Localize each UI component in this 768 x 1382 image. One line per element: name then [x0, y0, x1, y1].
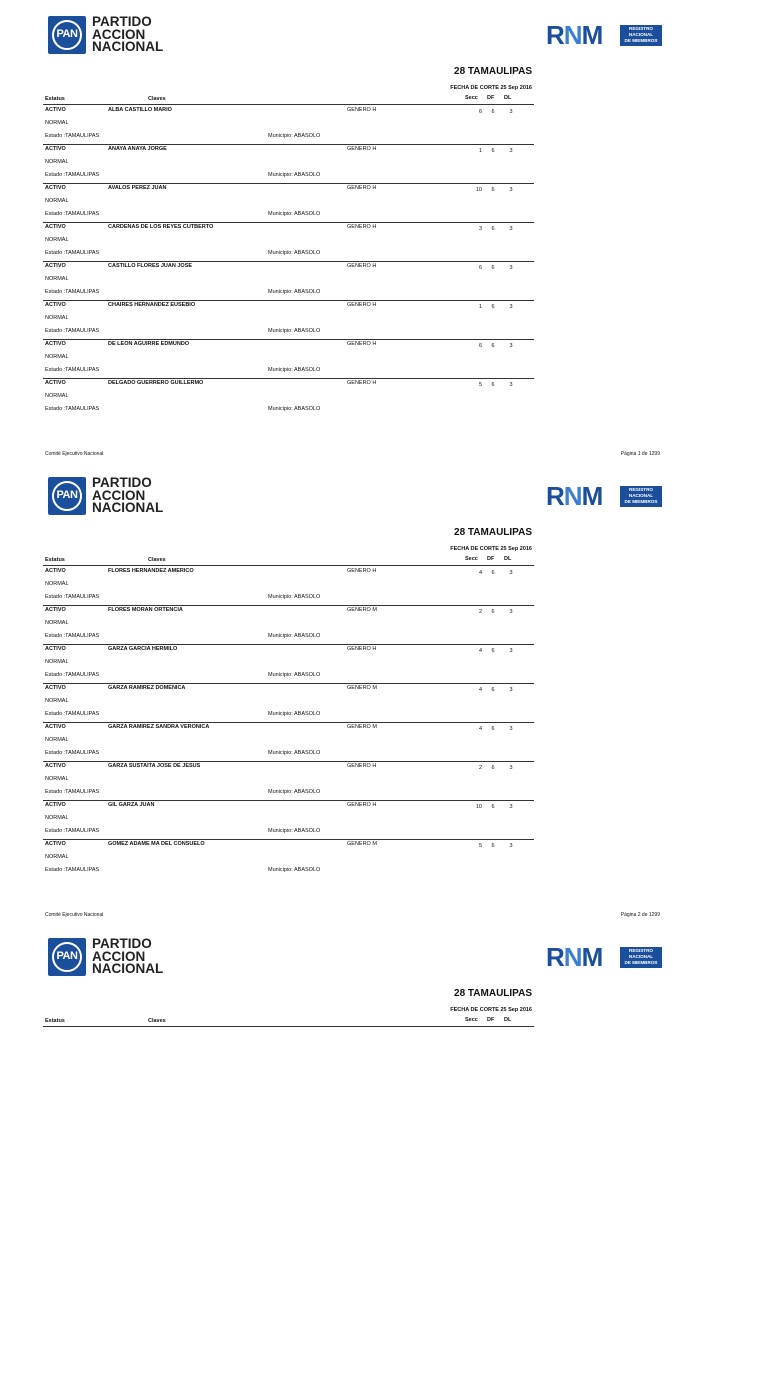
footer-committee: Comité Ejecutivo Nacional — [45, 451, 104, 457]
record-nombre: GIL GARZA JUAN — [108, 802, 155, 808]
record-tipo: NORMAL — [45, 237, 69, 243]
record-tipo: NORMAL — [45, 393, 69, 399]
record-estatus: ACTIVO — [45, 724, 66, 730]
member-record — [0, 722, 768, 761]
record-secc: 5 — [478, 382, 482, 388]
rnm-m: M — [581, 20, 603, 50]
record-nombre: GARZA RAMIREZ SANDRA VERONICA — [108, 724, 210, 730]
rnm-box-line: DE MIEMBROS — [624, 499, 658, 505]
record-estado: Estado :TAMAULIPAS — [45, 289, 100, 295]
record-estado: Estado :TAMAULIPAS — [45, 328, 100, 334]
record-estado: Estado :TAMAULIPAS — [45, 711, 100, 717]
member-record — [0, 261, 768, 300]
record-df: 6 — [491, 609, 495, 615]
record-municipio: Municipio: ABASOLO — [268, 828, 321, 834]
record-municipio: Municipio: ABASOLO — [268, 328, 321, 334]
footer-page-number: Página 1 de 1299 — [620, 451, 660, 457]
rnm-box — [620, 947, 662, 968]
record-dl: 3 — [509, 726, 513, 732]
column-header-secc: Secc — [465, 95, 478, 101]
rnm-box-line: DE MIEMBROS — [624, 38, 658, 44]
record-estado: Estado :TAMAULIPAS — [45, 750, 100, 756]
record-dl: 3 — [509, 804, 513, 810]
column-header-estatus: Estatus — [45, 1018, 65, 1024]
rnm-box-line: REGISTRO — [629, 948, 653, 953]
record-nombre: FLORES HERNANDEZ AMERICO — [108, 568, 194, 574]
record-df: 6 — [491, 304, 495, 310]
pan-word: NACIONAL — [92, 500, 164, 515]
pan-word: ACCION — [92, 487, 146, 503]
state-title: 28 TAMAULIPAS — [454, 988, 532, 999]
record-municipio: Municipio: ABASOLO — [268, 594, 321, 600]
record-genero: GENERO H — [347, 568, 377, 574]
record-dl: 3 — [509, 609, 513, 615]
record-dl: 3 — [509, 343, 513, 349]
record-municipio: Municipio: ABASOLO — [268, 406, 321, 412]
rnm-m: M — [581, 481, 603, 511]
column-header-secc: Secc — [465, 1017, 478, 1023]
pan-wordmark — [92, 16, 163, 54]
pan-word: PARTIDO — [92, 14, 152, 29]
record-estatus: ACTIVO — [45, 185, 66, 191]
member-record — [0, 566, 768, 605]
record-municipio: Municipio: ABASOLO — [268, 633, 321, 639]
record-dl: 3 — [509, 687, 513, 693]
record-dl: 3 — [509, 570, 513, 576]
record-secc: 10 — [475, 187, 482, 193]
footer-page-number: Página 2 de 1299 — [620, 912, 660, 918]
record-estatus: ACTIVO — [45, 146, 66, 152]
pan-wordmark — [92, 938, 163, 976]
record-tipo: NORMAL — [45, 315, 69, 321]
member-record — [0, 144, 768, 183]
record-df: 6 — [491, 109, 495, 115]
pan-word: NACIONAL — [92, 39, 164, 54]
record-tipo: NORMAL — [45, 198, 69, 204]
rnm-box-line: NACIONAL — [628, 954, 654, 960]
record-dl: 3 — [509, 382, 513, 388]
record-df: 6 — [491, 382, 495, 388]
record-tipo: NORMAL — [45, 276, 69, 282]
state-title: 28 TAMAULIPAS — [454, 66, 532, 77]
fecha-corte: FECHA DE CORTE 25 Sep 2016 — [450, 85, 532, 91]
record-secc: 3 — [478, 226, 482, 232]
record-genero: GENERO H — [347, 646, 377, 652]
rnm-box-line: NACIONAL — [628, 32, 654, 38]
record-estado: Estado :TAMAULIPAS — [45, 633, 100, 639]
column-header-dl: DL — [504, 95, 512, 101]
record-estado: Estado :TAMAULIPAS — [45, 789, 100, 795]
record-secc: 2 — [478, 609, 482, 615]
record-genero: GENERO H — [347, 224, 377, 230]
record-secc: 10 — [475, 804, 482, 810]
column-header-df: DF — [487, 1017, 495, 1023]
record-nombre: CARDENAS DE LOS REYES CUTBERTO — [108, 224, 214, 230]
pan-word: NACIONAL — [92, 961, 164, 976]
report-page — [0, 922, 768, 1382]
record-municipio: Municipio: ABASOLO — [268, 172, 321, 178]
record-nombre: GARZA RAMIREZ DOMENICA — [108, 685, 186, 691]
record-estado: Estado :TAMAULIPAS — [45, 211, 100, 217]
column-header-dl: DL — [504, 1017, 512, 1023]
record-estado: Estado :TAMAULIPAS — [45, 133, 100, 139]
record-municipio: Municipio: ABASOLO — [268, 289, 321, 295]
record-nombre: DELGADO GUERRERO GUILLERMO — [108, 380, 204, 386]
rnm-box-line: NACIONAL — [628, 493, 654, 499]
record-dl: 3 — [509, 765, 513, 771]
report-page — [0, 461, 768, 921]
record-tipo: NORMAL — [45, 354, 69, 360]
record-df: 6 — [491, 570, 495, 576]
record-genero: GENERO M — [347, 841, 377, 847]
record-df: 6 — [491, 687, 495, 693]
member-record — [0, 222, 768, 261]
column-header-claves: Claves — [148, 557, 166, 563]
record-estado: Estado :TAMAULIPAS — [45, 172, 100, 178]
record-municipio: Municipio: ABASOLO — [268, 250, 321, 256]
record-secc: 2 — [478, 765, 482, 771]
record-secc: 4 — [478, 570, 482, 576]
record-df: 6 — [491, 765, 495, 771]
rnm-logo — [546, 481, 662, 511]
record-municipio: Municipio: ABASOLO — [268, 750, 321, 756]
rnm-n: N — [563, 481, 582, 511]
record-estatus: ACTIVO — [45, 607, 66, 613]
member-record — [0, 183, 768, 222]
rnm-letters — [546, 22, 602, 48]
record-genero: GENERO M — [347, 724, 377, 730]
member-record — [0, 339, 768, 378]
record-dl: 3 — [509, 304, 513, 310]
pan-wordmark — [92, 477, 163, 515]
fecha-corte: FECHA DE CORTE 25 Sep 2016 — [450, 1007, 532, 1013]
member-record — [0, 644, 768, 683]
rnm-box-line: DE MIEMBROS — [624, 960, 658, 966]
column-header-claves: Claves — [148, 1018, 166, 1024]
member-record — [0, 800, 768, 839]
member-record — [0, 105, 768, 144]
footer-committee: Comité Ejecutivo Nacional — [45, 912, 104, 918]
column-header-df: DF — [487, 95, 495, 101]
pan-logo — [48, 938, 178, 978]
record-estado: Estado :TAMAULIPAS — [45, 250, 100, 256]
record-estatus: ACTIVO — [45, 568, 66, 574]
rnm-logo — [546, 942, 662, 972]
record-estado: Estado :TAMAULIPAS — [45, 867, 100, 873]
member-record — [0, 761, 768, 800]
column-header-estatus: Estatus — [45, 96, 65, 102]
pan-logo — [48, 477, 178, 517]
record-municipio: Municipio: ABASOLO — [268, 867, 321, 873]
record-estatus: ACTIVO — [45, 341, 66, 347]
rnm-logo — [546, 20, 662, 50]
pan-mark-text: PAN — [56, 950, 78, 962]
record-genero: GENERO H — [347, 302, 377, 308]
pan-shield-icon — [48, 477, 86, 515]
record-estado: Estado :TAMAULIPAS — [45, 672, 100, 678]
record-dl: 3 — [509, 148, 513, 154]
record-estatus: ACTIVO — [45, 763, 66, 769]
record-dl: 3 — [509, 109, 513, 115]
record-estatus: ACTIVO — [45, 685, 66, 691]
record-estatus: ACTIVO — [45, 224, 66, 230]
record-nombre: GARZA GARCIA HERMILO — [108, 646, 178, 652]
record-nombre: ALBA CASTILLO MARIO — [108, 107, 172, 113]
record-secc: 1 — [478, 148, 482, 154]
pan-word: PARTIDO — [92, 475, 152, 490]
record-estado: Estado :TAMAULIPAS — [45, 828, 100, 834]
column-header-estatus: Estatus — [45, 557, 65, 563]
record-secc: 1 — [478, 304, 482, 310]
record-genero: GENERO H — [347, 341, 377, 347]
record-secc: 4 — [478, 726, 482, 732]
pan-shield-icon — [48, 938, 86, 976]
record-dl: 3 — [509, 648, 513, 654]
record-tipo: NORMAL — [45, 815, 69, 821]
record-secc: 6 — [478, 109, 482, 115]
rnm-n: N — [563, 20, 582, 50]
rnm-r: R — [546, 20, 564, 50]
rnm-box — [620, 486, 662, 507]
record-tipo: NORMAL — [45, 776, 69, 782]
record-df: 6 — [491, 343, 495, 349]
record-dl: 3 — [509, 187, 513, 193]
record-estatus: ACTIVO — [45, 302, 66, 308]
pan-logo — [48, 16, 178, 56]
record-municipio: Municipio: ABASOLO — [268, 672, 321, 678]
record-tipo: NORMAL — [45, 581, 69, 587]
record-tipo: NORMAL — [45, 737, 69, 743]
record-df: 6 — [491, 265, 495, 271]
record-municipio: Municipio: ABASOLO — [268, 211, 321, 217]
record-secc: 4 — [478, 648, 482, 654]
pan-mark-text: PAN — [56, 489, 78, 501]
record-genero: GENERO H — [347, 763, 377, 769]
record-dl: 3 — [509, 226, 513, 232]
record-estatus: ACTIVO — [45, 841, 66, 847]
record-estado: Estado :TAMAULIPAS — [45, 594, 100, 600]
rnm-box — [620, 25, 662, 46]
record-genero: GENERO H — [347, 146, 377, 152]
rnm-m: M — [581, 942, 603, 972]
record-estatus: ACTIVO — [45, 263, 66, 269]
member-record — [0, 378, 768, 417]
pan-word: ACCION — [92, 26, 146, 42]
pan-word: ACCION — [92, 948, 146, 964]
record-nombre: CHAIRES HERNANDEZ EUSEBIO — [108, 302, 196, 308]
pan-shield-icon — [48, 16, 86, 54]
record-df: 6 — [491, 226, 495, 232]
record-tipo: NORMAL — [45, 159, 69, 165]
record-municipio: Municipio: ABASOLO — [268, 367, 321, 373]
record-genero: GENERO H — [347, 107, 377, 113]
rnm-box-line: REGISTRO — [629, 26, 653, 31]
pan-mark-text: PAN — [56, 28, 78, 40]
record-df: 6 — [491, 148, 495, 154]
record-nombre: GARZA SUSTAITA JOSE DE JESUS — [108, 763, 201, 769]
column-header-claves: Claves — [148, 96, 166, 102]
rnm-r: R — [546, 481, 564, 511]
record-tipo: NORMAL — [45, 120, 69, 126]
record-nombre: DE LEON AGUIRRE EDMUNDO — [108, 341, 190, 347]
record-nombre: GOMEZ ADAME MA DEL CONSUELO — [108, 841, 205, 847]
record-estatus: ACTIVO — [45, 646, 66, 652]
record-municipio: Municipio: ABASOLO — [268, 133, 321, 139]
record-estado: Estado :TAMAULIPAS — [45, 406, 100, 412]
column-header-df: DF — [487, 556, 495, 562]
record-df: 6 — [491, 843, 495, 849]
record-secc: 4 — [478, 687, 482, 693]
record-municipio: Municipio: ABASOLO — [268, 711, 321, 717]
rnm-n: N — [563, 942, 582, 972]
record-genero: GENERO H — [347, 263, 377, 269]
record-estatus: ACTIVO — [45, 380, 66, 386]
record-nombre: FLORES MORAN ORTENCIA — [108, 607, 183, 613]
record-secc: 5 — [478, 843, 482, 849]
rnm-box-line: REGISTRO — [629, 487, 653, 492]
record-df: 6 — [491, 187, 495, 193]
column-header-dl: DL — [504, 556, 512, 562]
record-estatus: ACTIVO — [45, 802, 66, 808]
record-secc: 6 — [478, 343, 482, 349]
record-genero: GENERO M — [347, 607, 377, 613]
record-dl: 3 — [509, 843, 513, 849]
record-estatus: ACTIVO — [45, 107, 66, 113]
pan-word: PARTIDO — [92, 936, 152, 951]
fecha-corte: FECHA DE CORTE 25 Sep 2016 — [450, 546, 532, 552]
record-genero: GENERO H — [347, 802, 377, 808]
member-record — [0, 300, 768, 339]
rnm-letters — [546, 483, 602, 509]
record-estado: Estado :TAMAULIPAS — [45, 367, 100, 373]
record-genero: GENERO H — [347, 185, 377, 191]
record-tipo: NORMAL — [45, 854, 69, 860]
rnm-r: R — [546, 942, 564, 972]
record-dl: 3 — [509, 265, 513, 271]
record-municipio: Municipio: ABASOLO — [268, 789, 321, 795]
member-record — [0, 839, 768, 878]
rnm-letters — [546, 944, 602, 970]
record-secc: 6 — [478, 265, 482, 271]
member-record — [0, 683, 768, 722]
record-tipo: NORMAL — [45, 659, 69, 665]
state-title: 28 TAMAULIPAS — [454, 527, 532, 538]
record-tipo: NORMAL — [45, 698, 69, 704]
column-header-secc: Secc — [465, 556, 478, 562]
record-df: 6 — [491, 804, 495, 810]
record-genero: GENERO H — [347, 380, 377, 386]
record-nombre: ANAYA ANAYA JORGE — [108, 146, 167, 152]
record-genero: GENERO M — [347, 685, 377, 691]
record-df: 6 — [491, 648, 495, 654]
report-page — [0, 0, 768, 460]
header-rule — [43, 1026, 534, 1027]
record-tipo: NORMAL — [45, 620, 69, 626]
record-nombre: CASTILLO FLORES JUAN JOSE — [108, 263, 193, 269]
record-nombre: AVALOS PEREZ JUAN — [108, 185, 167, 191]
record-df: 6 — [491, 726, 495, 732]
member-record — [0, 605, 768, 644]
